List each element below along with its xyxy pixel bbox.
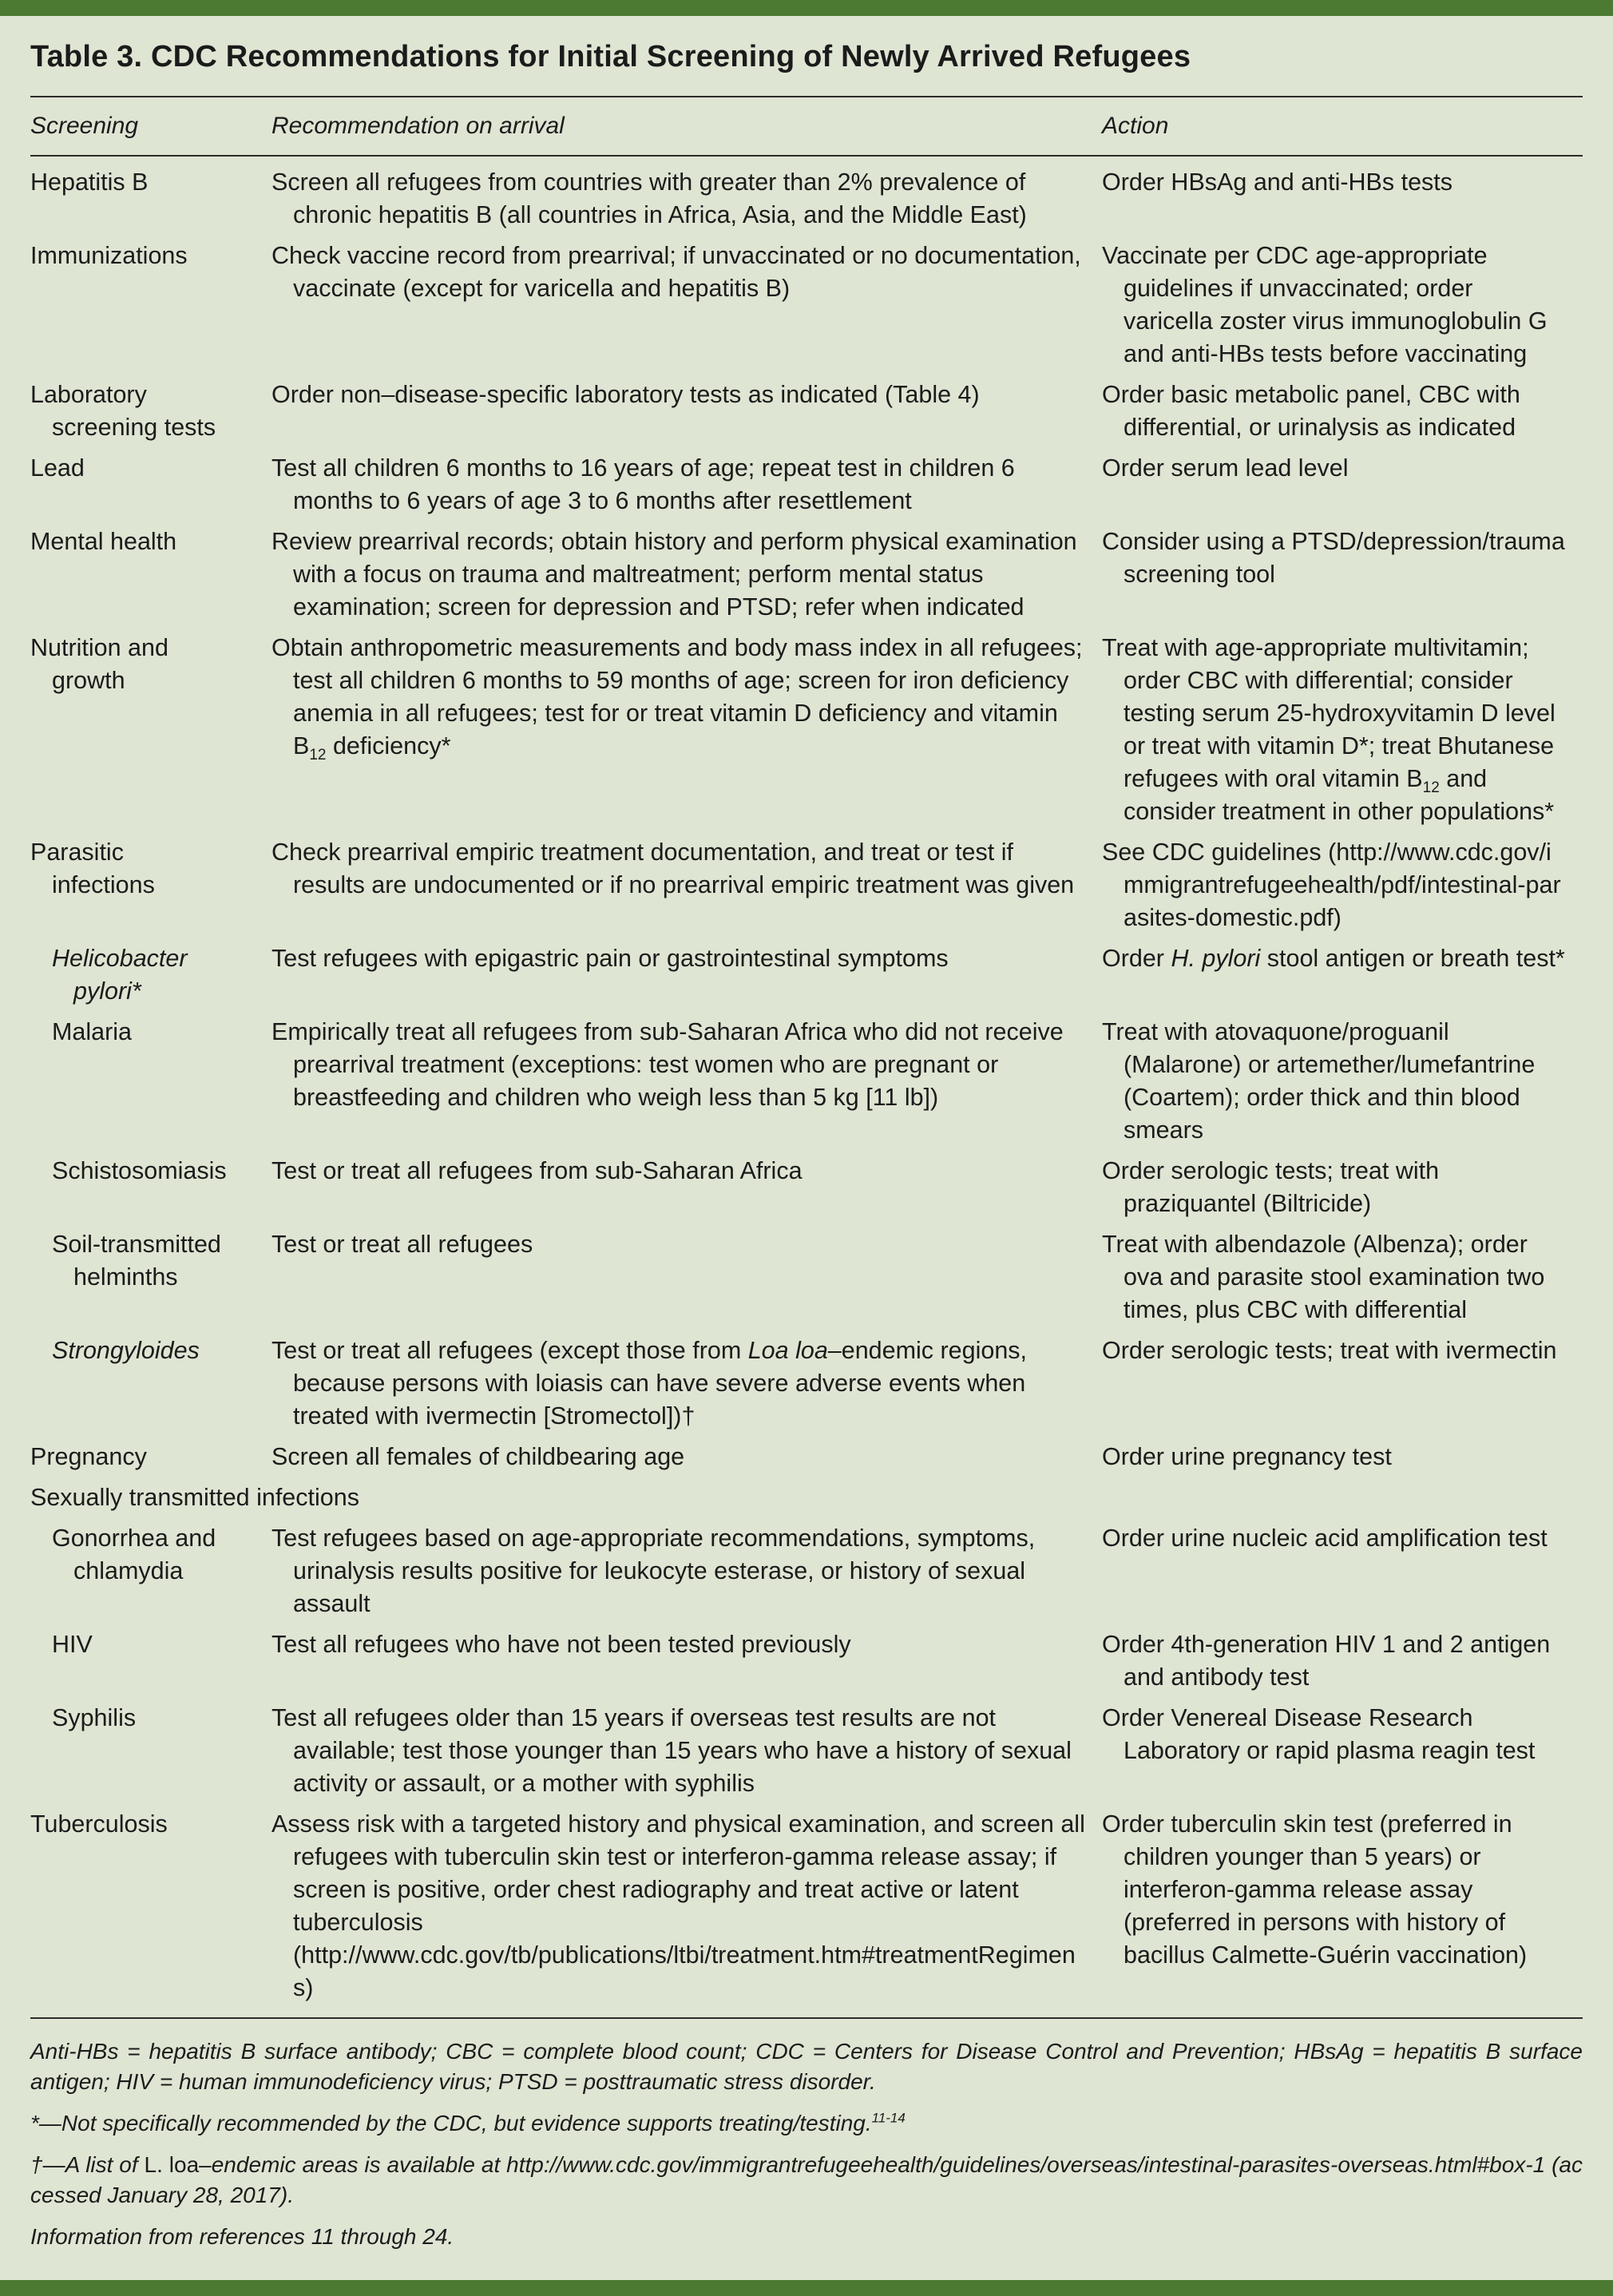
- cell-action: Treat with albendazole (Albenza); order ova and parasite stool examination two times, plus CBC with differential: [1102, 1231, 1545, 1323]
- cell-action: [1102, 632, 1583, 828]
- cell-screening: Hepatitis B: [30, 169, 149, 196]
- table-title: Table 3. CDC Recommendations for Initial Screening of Newly Arrived Refugees: [30, 40, 1191, 73]
- italic-run: H. pylori: [1171, 945, 1261, 972]
- cell-recommendation: Test refugees with epigastric pain or gastrointestinal symptoms: [271, 945, 949, 972]
- table-row: [30, 1334, 1583, 1441]
- cell-screening: Nutrition and growth: [30, 634, 168, 694]
- table-row: [30, 836, 1583, 942]
- table-row: [30, 525, 1583, 632]
- cell-recommendation: Check prearrival empiric treatment documentation, and treat or test if results are undocumented or if no prearrival empiric treatment was given: [271, 839, 1075, 898]
- table-row: [30, 1628, 1583, 1702]
- table-row: [30, 1808, 1583, 2012]
- text-run: –endemic regions, because persons with loiasis can have severe adverse events when treated with ivermectin [Stromectol])†: [293, 1337, 1028, 1430]
- text-run: –endemic areas is available at http://www.cdc.gov/immigrantrefugeehealth/guidelines/overseas/intestinal-parasites-overseas.html#box-1 (accessed January 28, 2017).: [30, 2152, 1583, 2207]
- table-row: [30, 942, 1583, 1016]
- text-run: Treat with age-appropriate multivitamin; order CBC with differential; consider testing serum 25-hydroxyvitamin D level or treat with vitamin D*; treat Bhutanese refugees with oral vitamin B: [1102, 634, 1556, 792]
- bottom-accent-bar: [0, 2280, 1613, 2296]
- dagger-note: [30, 2150, 1583, 2211]
- cell-recommendation: Test or treat all refugees from sub-Saharan Africa: [271, 1157, 803, 1184]
- cell-action: Order basic metabolic panel, CBC with differential, or urinalysis as indicated: [1102, 381, 1520, 441]
- table-body: [30, 157, 1583, 2012]
- cell-recommendation: Test all refugees who have not been tested previously: [271, 1631, 851, 1658]
- cell-action: Order serum lead level: [1102, 454, 1349, 482]
- cell-action: Order serologic tests; treat with praziquantel (Biltricide): [1102, 1157, 1440, 1217]
- text-run: †—A list of: [30, 2152, 145, 2177]
- table-row: [30, 452, 1583, 525]
- cell-action: Order HBsAg and anti-HBs tests: [1102, 169, 1453, 196]
- cell-screening: Gonorrhea and chlamydia: [52, 1525, 216, 1584]
- cell-recommendation: Assess risk with a targeted history and physical examination, and screen all refugees with tuberculin skin test or interferon-gamma release assay; if screen is positive, order chest radiography and treat active or latent tuberculosis (http://www.cdc.gov/tb/publications/ltbi/treatment.htm#treatmentRegimens): [271, 1810, 1085, 2001]
- cell-recommendation: Check vaccine record from prearrival; if unvaccinated or no documentation, vaccinate (except for varicella and hepatitis B): [271, 242, 1081, 302]
- table-row: [30, 1441, 1583, 1481]
- table-container: [30, 16, 1583, 2263]
- cell-screening: Helicobacter pylori*: [52, 945, 188, 1005]
- cell-recommendation: [271, 632, 1102, 828]
- text-run: *—Not specifically recommended by the CDC, but evidence supports treating/testing.: [30, 2111, 872, 2135]
- roman-run: L. loa: [144, 2152, 200, 2177]
- cell-screening: Syphilis: [52, 1704, 137, 1731]
- cell-screening: Schistosomiasis: [52, 1157, 227, 1184]
- cell-recommendation: Test or treat all refugees: [271, 1231, 533, 1258]
- cell-screening: Immunizations: [30, 242, 188, 269]
- cell-action: Order tuberculin skin test (preferred in children younger than 5 years) or interferon-gamma release assay (preferred in persons with history of bacillus Calmette-Guérin vaccination): [1102, 1810, 1528, 1969]
- cell-recommendation: Review prearrival records; obtain history and perform physical examination with a focus on trauma and maltreatment; perform mental status examination; screen for depression and PTSD; refer when indicated: [271, 528, 1077, 621]
- cell-recommendation: Screen all refugees from countries with greater than 2% prevalence of chronic hepatitis B (all countries in Africa, Asia, and the Middle East): [271, 169, 1027, 228]
- text-run: stool antigen or breath test*: [1260, 945, 1565, 972]
- cell-action: Order serologic tests; treat with ivermectin: [1102, 1337, 1557, 1364]
- header-action: Action: [1102, 113, 1169, 139]
- text-run: and consider treatment in other populations*: [1124, 765, 1555, 825]
- cell-screening: Malaria: [52, 1018, 133, 1045]
- text-run: Order: [1102, 945, 1171, 972]
- asterisk-note: [30, 2108, 1583, 2139]
- table-row: [30, 1228, 1583, 1334]
- table-footnotes: [30, 2017, 1583, 2252]
- cell-action: [1102, 942, 1583, 1008]
- subscript: 12: [309, 747, 327, 764]
- table-header: [30, 97, 1583, 157]
- cell-screening: Lead: [30, 454, 85, 482]
- cell-screening: Mental health: [30, 528, 177, 555]
- cell-screening: Laboratory screening tests: [30, 381, 216, 441]
- cell-screening: Tuberculosis: [30, 1810, 168, 1838]
- cell-action: Consider using a PTSD/depression/trauma screening tool: [1102, 528, 1565, 588]
- cell-recommendation: Order non–disease-specific laboratory tests as indicated (Table 4): [271, 381, 980, 408]
- table-row: [30, 1522, 1583, 1628]
- table-row: [30, 632, 1583, 836]
- text-run: deficiency*: [326, 732, 451, 759]
- cell-recommendation: Test all children 6 months to 16 years of age; repeat test in children 6 months to 6 years of age 3 to 6 months after resettlement: [271, 454, 1015, 514]
- cell-action: Vaccinate per CDC age-appropriate guidelines if unvaccinated; order varicella zoster virus immunoglobulin G and anti-HBs tests before vaccinating: [1102, 242, 1548, 367]
- cell-action: Treat with atovaquone/proguanil (Malarone) or artemether/lumefantrine (Coartem); order thick and thin blood smears: [1102, 1018, 1536, 1144]
- italic-run: Loa loa: [747, 1337, 828, 1364]
- text-run: Test or treat all refugees (except those from: [271, 1337, 748, 1364]
- subscript: 12: [1422, 779, 1440, 797]
- section-heading: Sexually transmitted infections: [30, 1484, 359, 1511]
- header-screening: Screening: [30, 113, 139, 139]
- table-row: [30, 379, 1583, 452]
- table-row: [30, 1016, 1583, 1155]
- text-run: Obtain anthropometric measurements and body mass index in all refugees; test all children 6 months to 59 months of age; screen for iron deficiency anemia in all refugees; test for or treat vitamin D deficiency and vitamin B: [271, 634, 1083, 759]
- cell-screening: HIV: [52, 1631, 93, 1658]
- cell-recommendation: Test refugees based on age-appropriate recommendations, symptoms, urinalysis results positive for leukocyte esterase, or history of sexual assault: [271, 1525, 1036, 1617]
- top-accent-bar: [0, 0, 1613, 16]
- cell-action: See CDC guidelines (http://www.cdc.gov/immigrantrefugeehealth/pdf/intestinal-parasites-domestic.pdf): [1102, 839, 1561, 931]
- cell-action: Order urine nucleic acid amplification test: [1102, 1525, 1548, 1552]
- header-recommendation: Recommendation on arrival: [271, 113, 565, 139]
- abbreviations-note: Anti-HBs = hepatitis B surface antibody; CBC = complete blood count; CDC = Centers for Disease Control and Prevention; HBsAg = hepatitis B surface antigen; HIV = human immunodeficiency virus; PTSD = posttraumatic stress disorder.: [30, 2039, 1583, 2094]
- reference-superscript: 11-14: [871, 2110, 906, 2126]
- cell-recommendation: Test all refugees older than 15 years if overseas test results are not available; test those younger than 15 years who have a history of sexual activity or assault, or a mother with syphilis: [271, 1704, 1072, 1797]
- cell-recommendation: Screen all females of childbearing age: [271, 1443, 685, 1470]
- cell-action: Order Venereal Disease Research Laboratory or rapid plasma reagin test: [1102, 1704, 1536, 1764]
- cell-recommendation: [271, 1334, 1102, 1433]
- cell-action: Order 4th-generation HIV 1 and 2 antigen and antibody test: [1102, 1631, 1551, 1691]
- cell-screening: Parasitic infections: [30, 839, 155, 898]
- cell-action: Order urine pregnancy test: [1102, 1443, 1392, 1470]
- cell-screening: Soil-transmitted helminths: [52, 1231, 221, 1291]
- cell-recommendation: Empirically treat all refugees from sub-Saharan Africa who did not receive prearrival treatment (exceptions: test women who are pregnant or breastfeeding and children who weigh less than 5 kg [11 lb]): [271, 1018, 1064, 1111]
- table-row: [30, 166, 1583, 240]
- table-row: [30, 1702, 1583, 1808]
- cell-screening: Strongyloides: [52, 1337, 200, 1364]
- cell-screening: Pregnancy: [30, 1443, 147, 1470]
- table-row: [30, 240, 1583, 379]
- source-note: Information from references 11 through 24.: [30, 2224, 454, 2249]
- table-row: [30, 1155, 1583, 1228]
